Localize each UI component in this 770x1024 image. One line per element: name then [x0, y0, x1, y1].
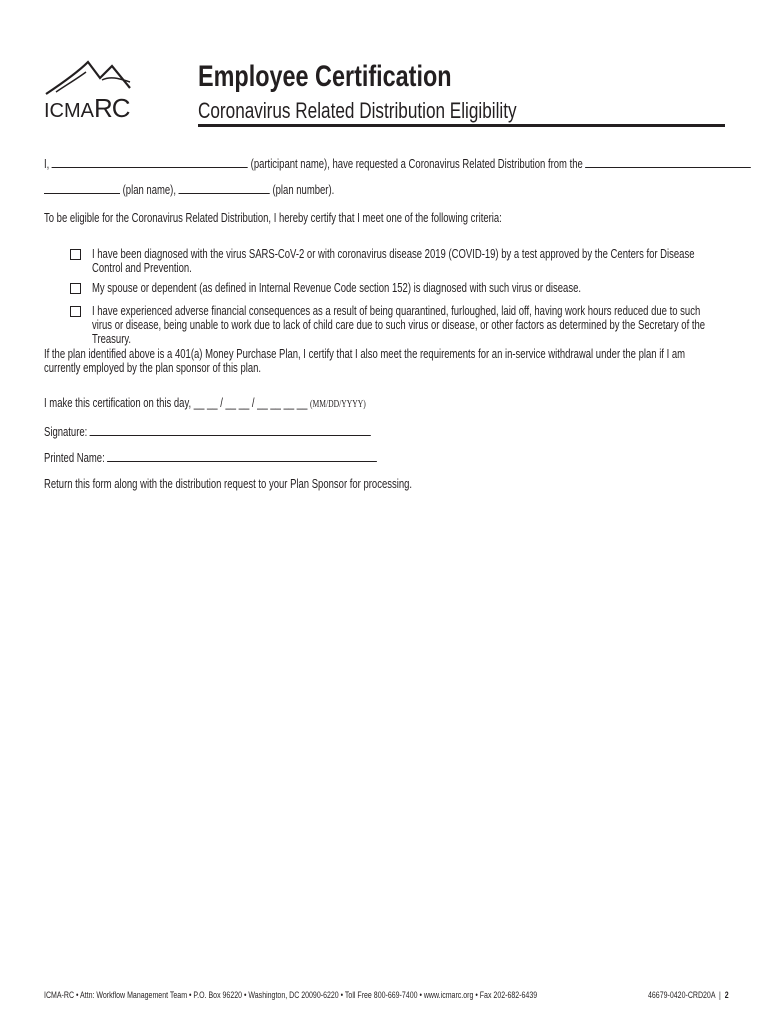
plan-number-field[interactable] [179, 181, 270, 194]
signature-label: Signature: [44, 425, 88, 439]
criteria-item-1: I have been diagnosed with the virus SARS-CoV-2 or with coronavirus disease 2019 (COVID-19) by a test approved by the Centers for Disease Control and Prevention. [92, 247, 695, 275]
plan-line [44, 181, 334, 197]
plan-provider-field[interactable] [585, 155, 751, 168]
plan-name-label: (plan name), [122, 183, 176, 197]
plan-name-field[interactable] [44, 181, 120, 194]
participant-line-text: (participant name), have requested a Coronavirus Related Distribution from the [250, 157, 583, 171]
header-rule [198, 124, 725, 127]
criteria-intro: To be eligible for the Coronavirus Related Distribution, I hereby certify that I meet one of the following criteria: [44, 211, 502, 225]
page-title: Employee Certification [198, 60, 452, 93]
criteria-item-2: My spouse or dependent (as defined in Internal Revenue Code section 152) is diagnosed with such virus or disease. [92, 281, 582, 295]
footer-form-code [648, 990, 729, 1000]
date-line [44, 396, 366, 410]
date-label: I make this certification on this day, [44, 396, 192, 410]
page-number: 2 [724, 990, 729, 1000]
participant-line [44, 155, 751, 171]
date-format-hint: (MM/DD/YYYY) [310, 399, 366, 410]
form-code: 46679-0420-CRD20A [648, 990, 716, 1000]
participant-prefix: I, [44, 157, 50, 171]
criteria-item-3: I have experienced adverse financial consequences as a result of being quarantined, furloughed, laid off, having work hours reduced due to such virus or disease, being unable to work due to lack of child care due to such virus or disease, or other factors as determined by the Secretary of the Treasury. [92, 304, 706, 346]
signature-field[interactable] [90, 423, 371, 436]
return-instructions: Return this form along with the distribution request to your Plan Sponsor for processing. [44, 477, 413, 491]
printed-name-field[interactable] [107, 449, 377, 462]
criteria-checkbox-1[interactable] [70, 249, 81, 260]
page-subtitle: Coronavirus Related Distribution Eligibility [198, 98, 517, 123]
participant-name-field[interactable] [52, 155, 248, 168]
printed-name-line [44, 449, 377, 465]
date-field[interactable]: __ __ / __ __ / __ __ __ __ [193, 396, 308, 410]
signature-line [44, 423, 371, 439]
criteria-checkbox-3[interactable] [70, 306, 81, 317]
logo-wordmark: ICMARC [44, 93, 130, 123]
criteria-checkbox-2[interactable] [70, 283, 81, 294]
plan-number-label: (plan number). [272, 183, 335, 197]
money-purchase-statement: If the plan identified above is a 401(a) Money Purchase Plan, I certify that I also meet the requirements for an in-service withdrawal under the plan if I am currently employed by the plan sponsor of this plan. [44, 347, 686, 375]
printed-name-label: Printed Name: [44, 451, 105, 465]
footer-separator: | [719, 990, 721, 1000]
footer-address: ICMA-RC • Attn: Workflow Management Team • P.O. Box 96220 • Washington, DC 20090-6220 • Toll Free 800-669-7400 • www.icmarc.org • Fax 202-682-6439 [44, 990, 538, 1000]
